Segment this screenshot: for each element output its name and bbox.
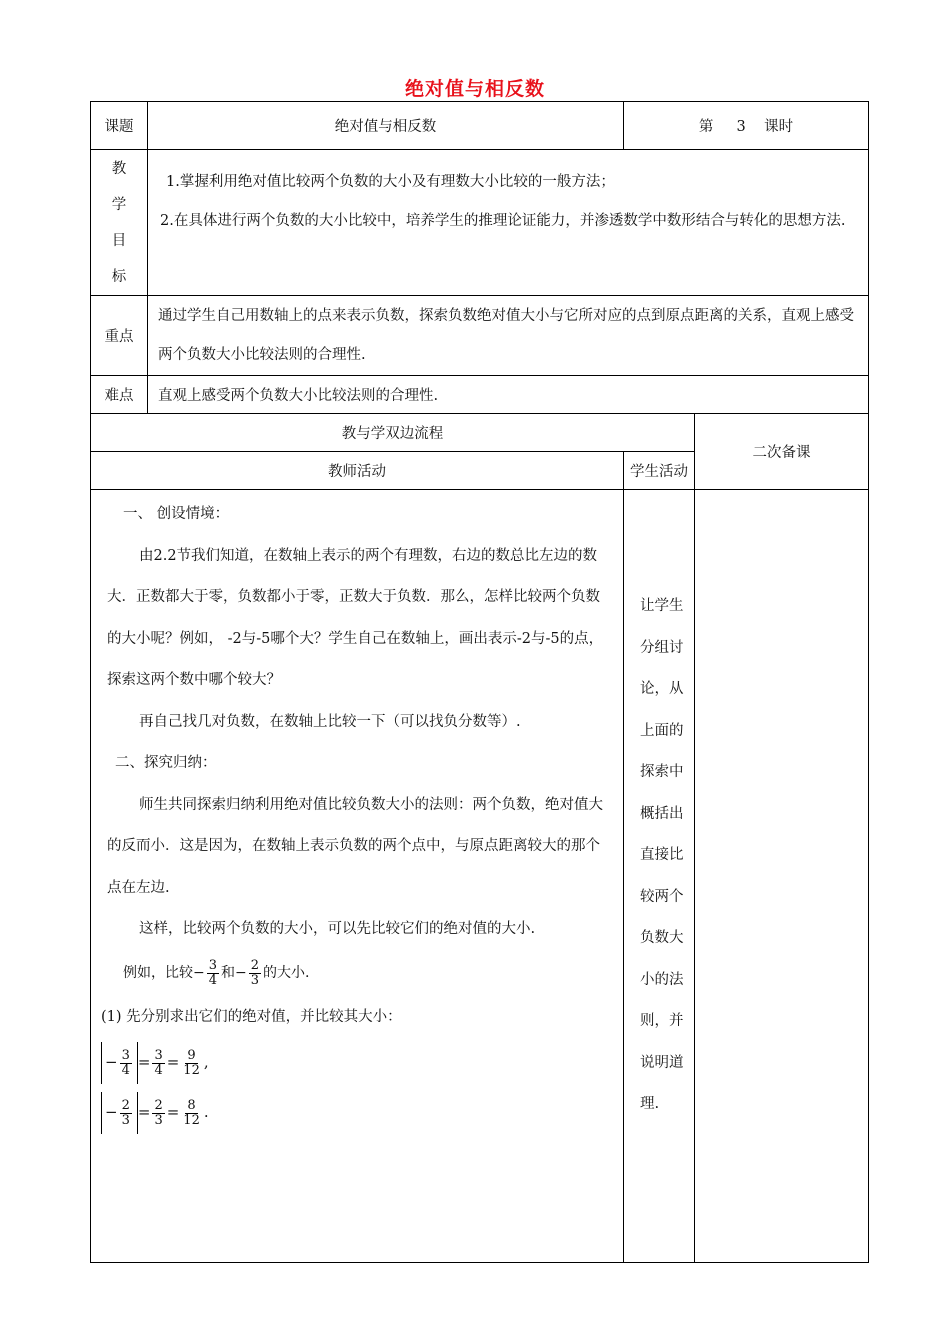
denominator: 4 [154,1062,163,1078]
section-2-heading: 二、探究归纳： [115,755,217,771]
abs-equation-2 [101,1088,613,1138]
lesson-plan-table [90,101,869,1263]
topic-label: 课题 [91,102,148,150]
teacher-paragraph-1: 由2.2节我们知道，在数轴上表示的两个有理数，右边的数总比左边的数大．正数都大于零，负数都小于零，正数大于负数．那么，怎样比较两个负数的大小呢？例如， -2与-5哪个大？学生自己在数轴上，画出表示-2与-5的点，探索这两个数中哪个较大？ [107,547,604,688]
example-and: 和 [221,964,236,981]
minus-sign: − [105,1053,118,1072]
denominator: 4 [208,973,218,988]
denominator: 4 [121,1062,130,1078]
equals-sign: = [166,1103,180,1122]
section-1-heading: 一、 创设情境： [123,506,230,522]
student-activity-content: 让学生分组讨论，从上面的探索中概括出直接比较两个负数大小的法则，并说明道理. [624,490,695,1263]
fraction [152,1049,164,1078]
activity-content-row [91,490,869,1263]
difficulty-label: 难点 [91,376,148,414]
flow-label: 教与学双边流程 [91,414,695,452]
numerator: 8 [187,1097,196,1113]
denominator: 3 [250,973,260,988]
example-prefix: 例如，比较 [123,964,193,981]
denominator: 3 [121,1112,130,1128]
prep-content [695,490,869,1263]
numerator: 2 [154,1097,163,1113]
comma: , [203,1053,209,1072]
equals-sign: = [166,1053,180,1072]
key-point-row [91,296,869,376]
numerator: 3 [208,958,218,973]
period-suffix: 课时 [764,119,794,135]
denominator: 12 [183,1062,200,1078]
page-title: 绝对值与相反数 [404,78,545,100]
objectives-label-char: 教 [111,160,127,177]
absolute-value [101,1092,138,1134]
numerator: 3 [121,1047,130,1063]
absolute-value [101,1042,138,1084]
equals-sign: = [137,1103,151,1122]
example-line [123,951,613,997]
objectives-label-char: 目 [111,232,127,249]
numerator: 2 [250,958,260,973]
topic-value: 绝对值与相反数 [148,102,624,150]
numerator: 2 [121,1097,130,1113]
objectives-label-char: 标 [111,268,127,285]
fraction [120,1099,132,1128]
objectives-row [91,150,869,296]
period: . [203,1103,209,1122]
teacher-activity-label: 教师活动 [91,452,624,490]
objectives-label-char: 学 [111,196,127,213]
minus-sign: − [105,1103,118,1122]
objectives-content [148,150,869,296]
fraction-three-quarters [207,959,219,988]
prep-label: 二次备课 [695,414,869,490]
objective-1: 1.掌握利用绝对值比较两个负数的大小及有理数大小比较的一般方法； [166,174,615,190]
equals-sign: = [137,1053,151,1072]
teacher-paragraph-3: 师生共同探索归纳利用绝对值比较负数大小的法则：两个负数，绝对值大的反而小．这是因为，在数轴上表示负数的两个点中，与原点距离较大的那个点在左边. [107,796,603,896]
objectives-label [91,150,148,296]
denominator: 3 [154,1112,163,1128]
key-point-text: 通过学生自己用数轴上的点来表示负数，探索负数绝对值大小与它所对应的点到原点距离的关系，直观上感受两个负数大小比较法则的合理性. [148,296,869,376]
fraction-two-thirds [249,959,261,988]
step-1: (1) 先分别求出它们的绝对值，并比较其大小： [101,1008,402,1025]
teacher-paragraph-2: 再自己找几对负数，在数轴上比较一下（可以找负分数等）. [139,713,521,730]
flow-header-row [91,414,869,452]
period-number: 3 [736,119,746,135]
fraction [181,1099,202,1128]
teacher-activity-content [91,490,624,1263]
difficulty-row [91,376,869,414]
minus-sign: − [235,964,247,981]
difficulty-text: 直观上感受两个负数大小比较法则的合理性. [148,376,869,414]
numerator: 3 [154,1047,163,1063]
key-point-label: 重点 [91,296,148,376]
period-cell [624,102,869,150]
fraction [120,1049,132,1078]
abs-equation-1 [101,1038,613,1088]
fraction [181,1049,202,1078]
minus-sign: − [193,964,205,981]
example-suffix: 的大小. [263,964,310,981]
numerator: 9 [187,1047,196,1063]
objective-2: 2.在具体进行两个负数的大小比较中，培养学生的推理论证能力，并渗透数学中数形结合与转化的思想方法. [160,213,846,229]
denominator: 12 [183,1112,200,1128]
teacher-paragraph-4: 这样，比较两个负数的大小，可以先比较它们的绝对值的大小. [139,921,536,937]
fraction [152,1099,164,1128]
student-activity-label: 学生活动 [624,452,695,490]
topic-row [91,102,869,150]
period-prefix: 第 [698,119,714,135]
